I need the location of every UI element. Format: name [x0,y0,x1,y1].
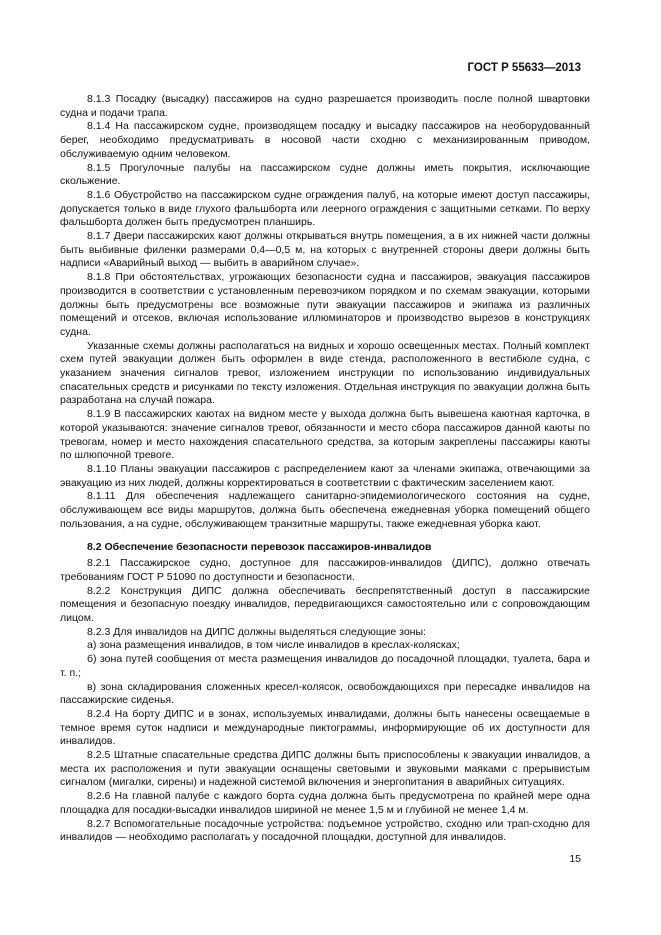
paragraph: Указанные схемы должны располагаться на видных и хорошо освещенных местах. Полный комплект схем путей эвакуации должен быть оформлен в виде стенда, расположенного в вестибюле судна, с указанием значения сигналов тревог, изложением инструкции по использованию индивидуальных спасательных средств и рисунками по тексту изложения. Отдельная инструкция по эвакуации должна быть разработана на случай пожара. [60,339,590,407]
paragraph: 8.2.3 Для инвалидов на ДИПС должны выделяться следующие зоны: [87,625,426,638]
paragraph: 8.1.10 Планы эвакуации пассажиров с распределением кают за членами экипажа, отвечающими за эвакуацию из них людей, должны корректироваться в соответствии с фактическим заселением кают. [60,462,590,489]
paragraph: 8.2.4 На борту ДИПС и в зонах, используемых инвалидами, должны быть нанесены освещаемые в темное время суток надписи и международные пиктограммы, информирующие об их доступности для инвалидов. [60,707,590,748]
paragraph: 8.2.5 Штатные спасательные средства ДИПС должны быть приспособлены к эвакуации инвалидов, а места их расположения и пути эвакуации оснащены световыми и звуковыми маяками с прерывистым сигналом (мигалки, сирены) и надежной системой включения и энергопитания в аварийных ситуациях. [60,749,590,789]
paragraph: 8.2.1 Пассажирское судно, доступное для пассажиров-инвалидов (ДИПС), должно отвечать требованиям ГОСТ Р 51090 по доступности и безопасности. [60,557,590,583]
paragraph: 8.1.4 На пассажирском судне, производящем посадку и высадку пассажиров на необорудованный берег, необходимо предусматривать в носовой части сходню с механизированным приводом, обслуживаемую одним человеком. [60,120,590,160]
paragraph: 8.1.9 В пассажирских каютах на видном месте у выхода должна быть вывешена каютная карточка, в которой указываются: значение сигналов тревог, обязанности и место сбора пассажиров данной каюты по тревогам, номер и место нахождения спасательного средства, за которым закреплены пассажиры каюты по шлюпочной тревоге. [60,408,590,462]
document-body [60,93,590,845]
paragraph: 8.1.3 Посадку (высадку) пассажиров на судно разрешается производить после полной швартовки судна и подачи трапа. [60,93,590,119]
paragraph: в) зона складирования сложенных кресел-колясок, освобождающихся при пересадке инвалидов на пассажирские сиденья. [60,680,590,707]
paragraph: б) зона путей сообщения от места размещения инвалидов до посадочной площадки, туалета, бара и т. п.; [60,653,590,679]
paragraph: 8.1.7 Двери пассажирских кают должны открываться внутрь помещения, а в их нижней части должны быть выбивные филенки размерами 0,4—0,5 м, на которых с внутренней стороны двери должны быть надписи «Аварийный выход — выбить в аварийном случае». [60,230,590,270]
section-heading: 8.2 Обеспечение безопасности перевозок пассажиров-инвалидов [87,540,432,553]
paragraph: 8.1.11 Для обеспечения надлежащего санитарно-эпидемиологического состояния на судне, обслуживающем все виды маршрутов, должна быть обеспечена ежедневная уборка помещений общего пользования, а на судне, обслуживающем транзитные маршруты, также ежедневная уборка кают. [60,490,590,530]
paragraph: 8.1.5 Прогулочные палубы на пассажирском судне должны иметь покрытия, исключающие скольжение. [60,161,590,188]
paragraph: 8.2.6 На главной палубе с каждого борта судна должна быть предусмотрена по крайней мере одна площадка для посадки-высадки инвалидов шириной не менее 1,5 м и глубиной не менее 1,4 м. [60,790,590,816]
document-code: ГОСТ Р 55633—2013 [467,62,581,74]
page-number: 15 [569,853,581,865]
paragraph: 8.1.6 Обустройство на пассажирском судне ограждения палуб, на которые имеют доступ пассажиры, допускается только в виде глухого фальшборта или леерного ограждения с защитными сетками. По верху фальшборта должен быть предусмотрен планширь. [60,188,590,229]
paragraph: 8.2.7 Вспомогательные посадочные устройства: подъемное устройство, сходню или трап-сходню для инвалидов — необходимо располагать у посадочной площадки, доступной для инвалидов. [60,817,590,844]
paragraph: 8.1.8 При обстоятельствах, угрожающих безопасности судна и пассажиров, эвакуация пассажиров производится в соответствии с установленным перевозчиком порядком и по схемам эвакуации, которыми должны быть предусмотрены все возможные пути эвакуации пассажиров и экипажа из различных помещений и отсеков, включая использование иллюминаторов и производство вырезов в конструкциях судна. [60,271,590,338]
paragraph: а) зона размещения инвалидов, в том числе инвалидов в креслах-колясках; [87,639,460,652]
paragraph: 8.2.2 Конструкция ДИПС должна обеспечивать беспрепятственный доступ в пассажирские помещения и безопасную поездку инвалидов, передвигающихся самостоятельно или с сопровождающим лицом. [60,584,590,625]
